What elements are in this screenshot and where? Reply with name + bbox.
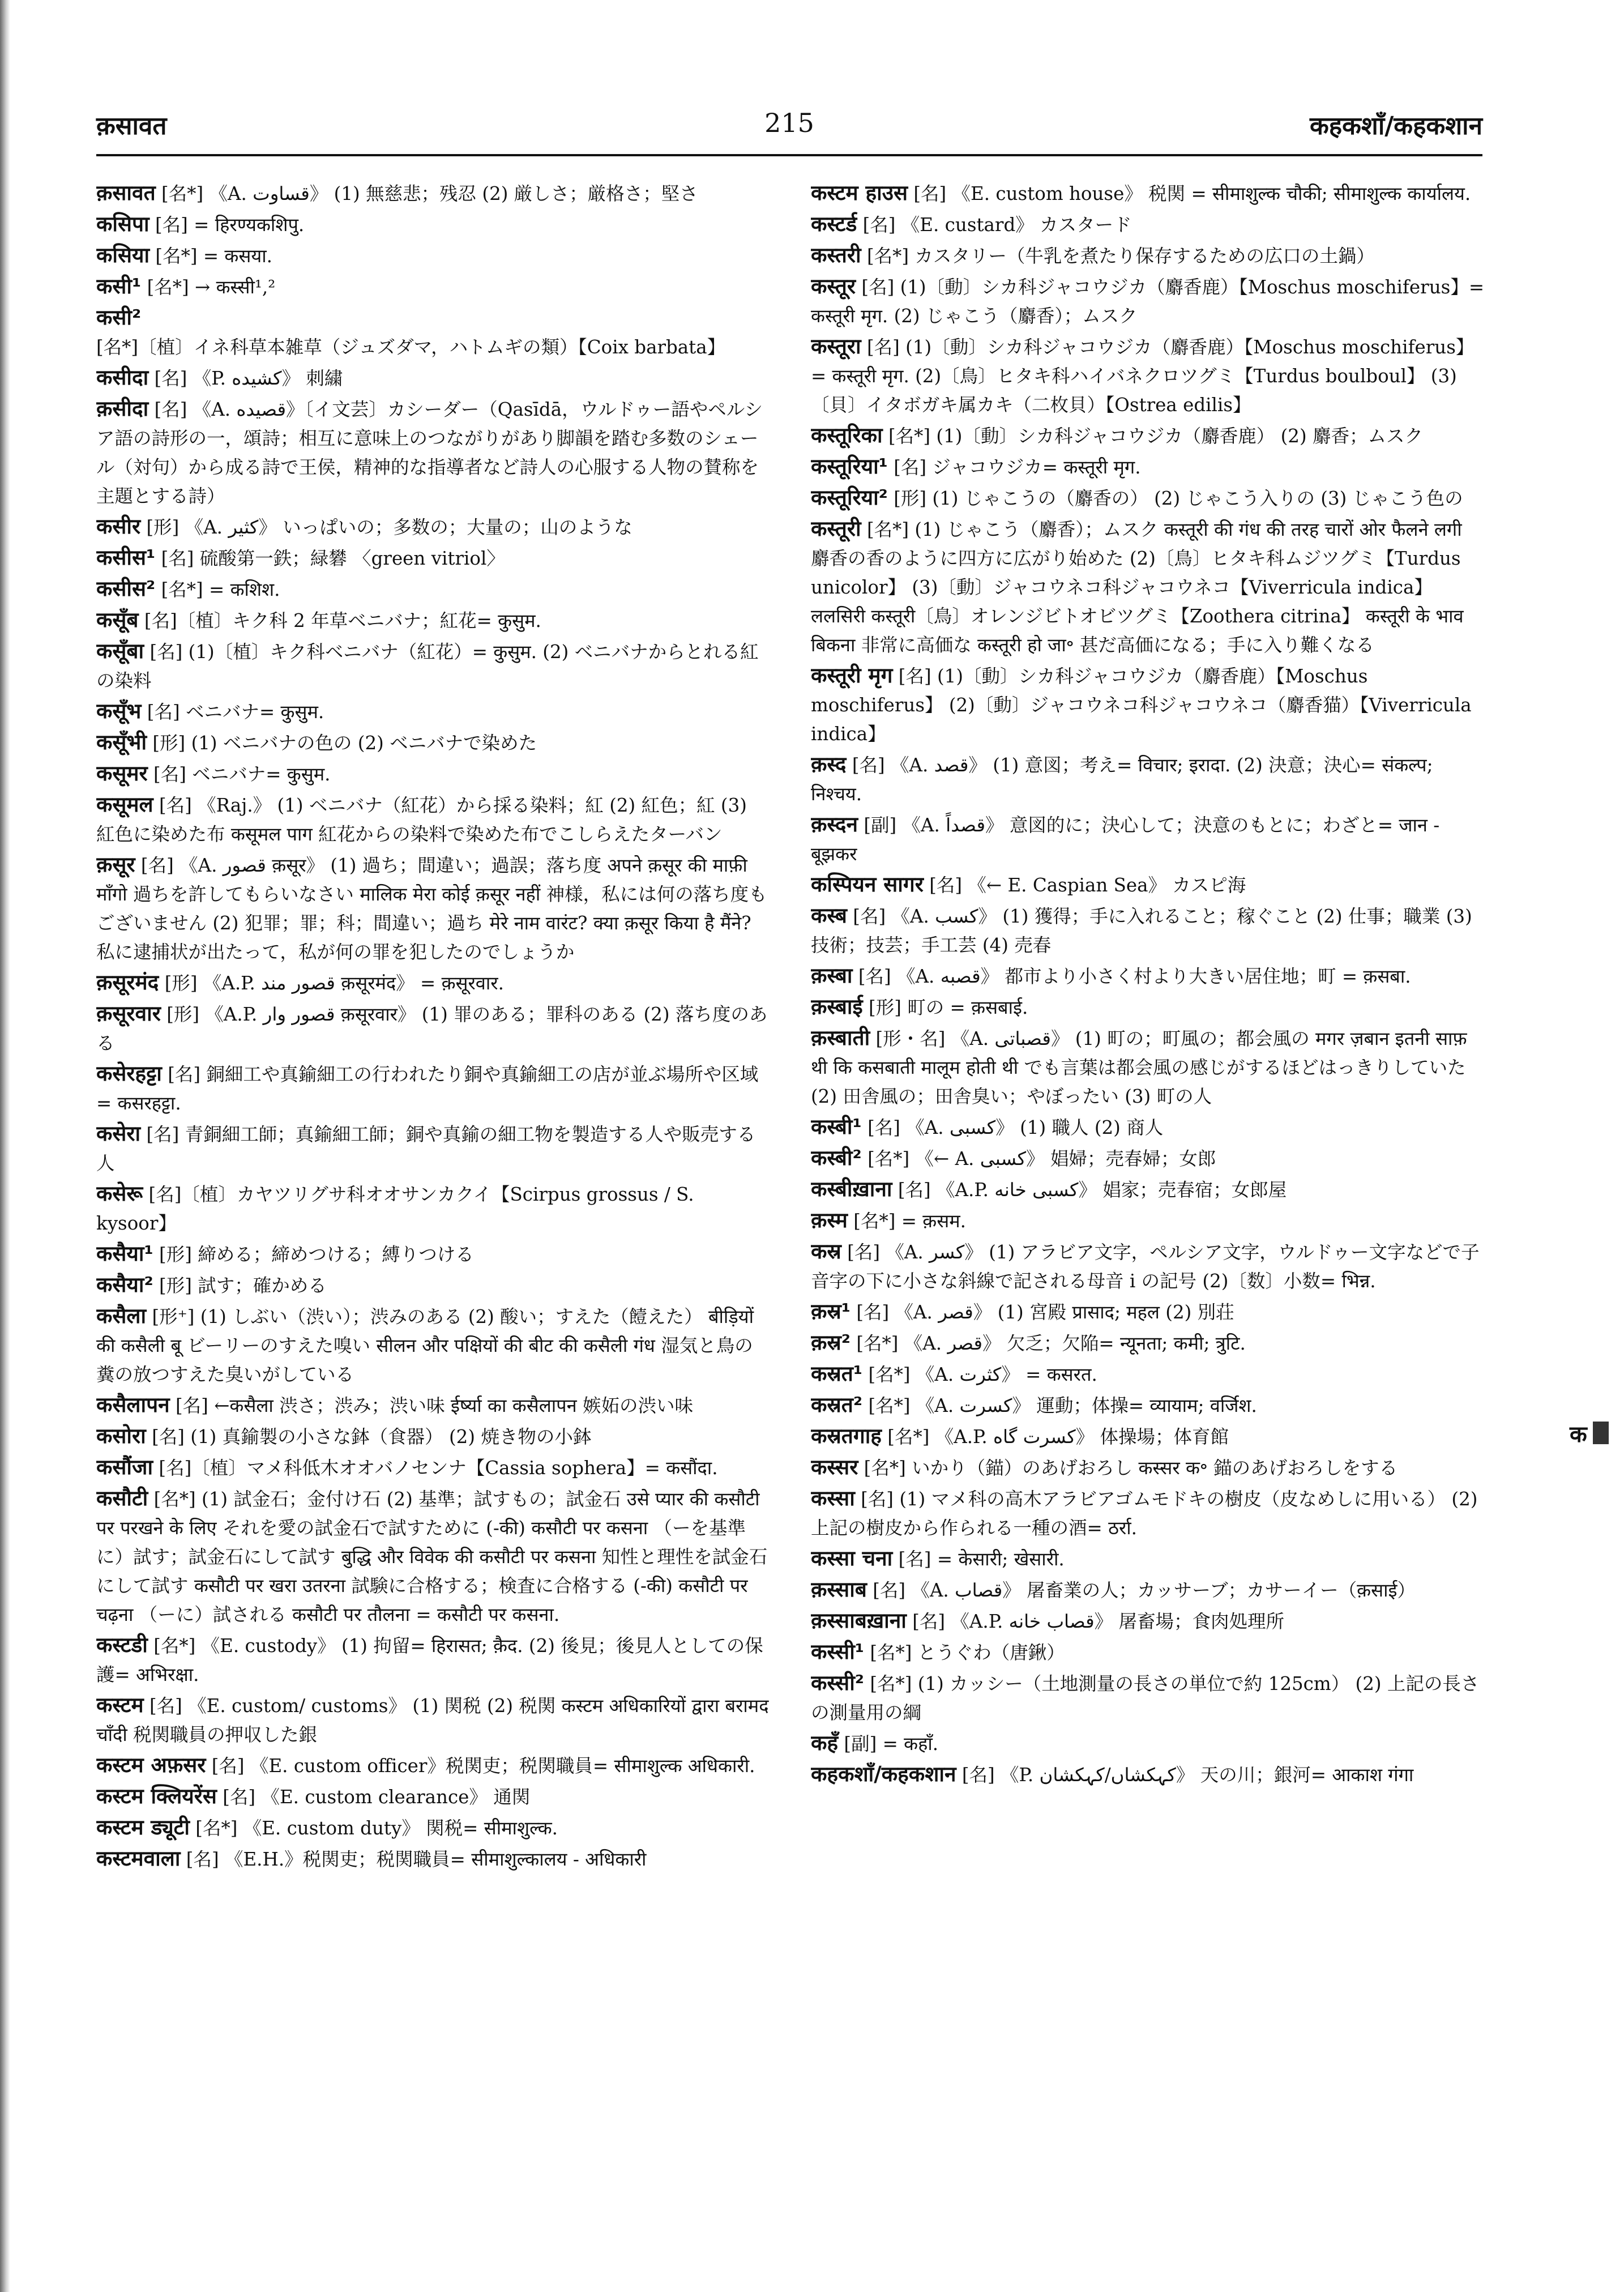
entry-definition: [名] (1)〔動〕シカ科ジャコウジカ（麝香鹿）【Moschus moschiferus】 (2)〔動〕ジャコウネコ科ジャコウネコ（麝香猫）【Viverricula indica】: [811, 665, 1472, 745]
dictionary-entry: [811, 1544, 1485, 1574]
dictionary-entry: [96, 1119, 770, 1178]
entry-definition: [名]〔植〕カヤツリグサ科オオサンカクイ【Scirpus grossus / S. kysoor】: [96, 1184, 694, 1234]
entry-headword: क़स्बाती: [811, 1026, 870, 1050]
entry-headword: कस्रत¹: [811, 1361, 863, 1386]
entry-definition: [名] 《← E. Caspian Sea》 カスピ海: [929, 874, 1246, 896]
entry-headword: कसौटी: [96, 1486, 148, 1510]
entry-headword: कसूँभी: [96, 730, 147, 754]
entry-definition: [名] 《A. قصور क़सूर》 (1) 過ち；間違い；過誤；落ち度 अपने क़सूर की माफ़ी माँगो 過ちを許してもらいなさい मालिक मेरा कोई क़सूर नहीं 神様，私には何の落ち度もございません (2) 犯罪；罪；科；間違い；過ち मेरे नाम वारंट? क्या क़सूर किया है मैंने? 私に逮捕状が出たって，私が何の罪を犯したのでしょうか: [96, 855, 767, 963]
entry-definition: [名] 《A. قصد》 (1) 意図；考え= विचार; इरादा. (2) 決意；決心= संकल्प; निश्चय.: [811, 754, 1433, 805]
dictionary-entry: [811, 870, 1485, 900]
dictionary-entry: [811, 514, 1485, 660]
dictionary-entry: [811, 1390, 1485, 1420]
entry-definition: [形] 《A.P. قصور وار क़सूरवार》 (1) 罪のある；罪科のある (2) 落ち度のある: [96, 1004, 768, 1054]
entry-definition: [名] 《A.P. قصاب خانه》 屠畜場；食肉処理所: [912, 1611, 1285, 1632]
entry-definition: [形] (1) じゃこうの（麝香の） (2) じゃこう入りの (3) じゃこう色の: [894, 488, 1463, 509]
entry-headword: क़स्र¹: [811, 1299, 851, 1324]
entry-headword: कसेरा: [96, 1121, 141, 1146]
entry-headword: कसीदा: [96, 365, 149, 390]
dictionary-entry: [811, 272, 1485, 331]
entry-definition: [名] = हिरण्यकशिपु.: [155, 214, 305, 236]
entry-headword: कस्र: [811, 1239, 841, 1264]
entry-headword: कस्रतगाह: [811, 1424, 882, 1448]
dictionary-entry: [811, 1575, 1485, 1605]
entry-definition: [名] 《E. custom clearance》 通関: [223, 1786, 531, 1808]
entry-definition: [形] (1) ベニバナの色の (2) ベニバナで染めた: [152, 732, 537, 754]
dictionary-entry: [96, 272, 770, 302]
dictionary-entry: [96, 1484, 770, 1629]
dictionary-entry: [96, 1813, 770, 1843]
entry-headword: क़सूरवार: [96, 1001, 161, 1026]
entry-headword: कसी¹: [96, 274, 142, 298]
entry-headword: कसूँबा: [96, 639, 144, 663]
entry-headword: कस्टम: [96, 1693, 144, 1717]
entry-headword: क़स्दन: [811, 812, 858, 836]
entry-headword: क़सूरमंद: [96, 970, 159, 995]
entry-headword: कस्टम हाउस: [811, 181, 908, 205]
entry-headword: कसैला: [96, 1304, 147, 1328]
dictionary-entry: [96, 759, 770, 789]
entry-definition: [形] 締める；締めつける；縛りつける: [159, 1244, 474, 1265]
entry-headword: कहँ: [811, 1731, 839, 1755]
entry-headword: कस्बी¹: [811, 1115, 862, 1139]
entry-headword: कस्सी²: [811, 1671, 864, 1695]
entry-definition: [形] 《A. کثیر》 いっぱいの；多数の；大量の；山のような: [146, 517, 632, 538]
entry-headword: कसिपा: [96, 212, 149, 236]
dictionary-entry: [811, 241, 1485, 271]
entry-definition: [名*] = कसया.: [155, 245, 272, 267]
entry-headword: कसैलापन: [96, 1393, 170, 1417]
entry-definition: [名] 《Raj.》 (1) ベニバナ（紅花）から採る染料；紅 (2) 紅色；紅 (3) 紅色に染めた布 कसूमल पाग 紅花からの染料で染めた布でこしらえたターバン: [96, 795, 747, 845]
entry-definition: [名] 《P. کشیده》 刺繍: [154, 368, 343, 389]
entry-headword: कस्टडी: [96, 1633, 148, 1657]
entry-headword: कस्तूरिका: [811, 423, 883, 447]
dictionary-entry: [811, 1206, 1485, 1236]
entry-headword: क़स्साब: [811, 1577, 867, 1602]
dictionary-entry: [811, 421, 1485, 451]
dictionary-entry: [96, 512, 770, 542]
dictionary-entry: [811, 1023, 1485, 1111]
dictionary-entry: [96, 1844, 770, 1874]
entry-headword: कस्तूर: [811, 274, 856, 298]
dictionary-entry: [96, 1751, 770, 1781]
entry-definition: [名] 銅細工や真鍮細工の行われたり銅や真鍮細工の店が並ぶ場所や区域= कसरहट्टा.: [96, 1064, 759, 1114]
dictionary-entry: [96, 790, 770, 849]
entry-definition: [名]〔植〕キク科 2 年草ベニバナ；紅花= कुसुम.: [144, 610, 541, 631]
dictionary-entry: [96, 543, 770, 573]
dictionary-entry: [96, 363, 770, 393]
entry-headword: क़सूर: [96, 852, 135, 877]
dictionary-entry: [811, 1328, 1485, 1358]
entry-definition: [名*] 《A. قصر》 欠乏；欠陥= न्यूनता; कमी; त्रुटि.: [856, 1333, 1246, 1354]
entry-headword: कस्तूरिया¹: [811, 454, 888, 479]
entry-headword: कस्बी²: [811, 1146, 862, 1170]
thumb-index-mark: [1593, 1422, 1609, 1444]
entry-headword: कस्सी¹: [811, 1640, 864, 1664]
dictionary-entry: [96, 1270, 770, 1300]
entry-definition: [名] ←कसैला 渋さ；渋み；渋い味 ईर्ष्या का कसैलापन 嫉妬の渋い味: [176, 1395, 693, 1416]
dictionary-entry: [96, 241, 770, 271]
entry-definition: [名*] 《← A. کسبی》 娼婦；売春婦；女郎: [867, 1148, 1216, 1170]
entry-headword: कस्सा चना: [811, 1546, 893, 1570]
dictionary-entry: [96, 394, 770, 511]
dictionary-entry: [96, 303, 770, 362]
dictionary-entry: [811, 1668, 1485, 1727]
entry-definition: [名*] = क़सम.: [853, 1210, 966, 1232]
left-column: [96, 178, 770, 2246]
entry-headword: कस्रत²: [811, 1393, 863, 1417]
entry-headword: क़स्साबख़ाना: [811, 1608, 907, 1633]
entry-definition: [名] 《P. کہکشاں/کہکشان》 天の川；銀河= आकाश गंगा: [961, 1764, 1414, 1786]
header-last-word: कहकशाँ/कहकशान: [1309, 112, 1482, 140]
entry-definition: [名] ベニバナ= कुसुम.: [147, 701, 324, 723]
entry-definition: [名] 《A. کسر》 (1) アラビア文字，ペルシア文字，ウルドゥー文字などで子音字の下に小さな斜線で記される母音 i の記号 (2)〔数〕小数= भिन्न.: [811, 1241, 1480, 1292]
entry-definition: [名*] 《A. کثرت》 = कसरत.: [868, 1364, 1097, 1385]
page-header: [96, 102, 1482, 153]
entry-definition: [名] (1)〔動〕シカ科ジャコウジカ（麝香鹿）【Moschus moschiferus】= कस्तूरी मृग. (2) じゃこう（麝香）；ムスク: [811, 276, 1485, 327]
entry-definition: [名] 《E.H.》税関吏；税関職員= सीमाशुल्कालय - अधिकारी: [186, 1849, 647, 1870]
entry-headword: कस्टमवाला: [96, 1846, 181, 1871]
dictionary-entry: [811, 1728, 1485, 1759]
entry-headword: कस्बीख़ाना: [811, 1177, 892, 1201]
entry-headword: कस्टम ड्यूटी: [96, 1815, 190, 1839]
entry-definition: [名*] = कशिश.: [161, 579, 280, 600]
entry-definition: [名*] (1) カッシー（土地測量の長さの単位で約 125cm） (2) 上記の長さの測量用の綱: [811, 1673, 1480, 1723]
dictionary-entry: [811, 1175, 1485, 1205]
entry-definition: [名*] 《A.P. کسرت گاه》 体操場；体育館: [887, 1426, 1229, 1448]
entry-definition: [名*] 《A. قساوت》 (1) 無慈悲；残忍 (2) 厳しさ；厳格さ；堅さ: [161, 183, 698, 204]
entry-definition: [名] (1)〔動〕シカ科ジャコウジカ（麝香鹿）【Moschus moschiferus】= कस्तूरी मृग. (2)〔鳥〕ヒタキ科ハイバネクロツグミ【Turdus boulboul】 (3)〔貝〕イタボガキ属カキ（二枚貝）【Ostrea edilis】: [811, 336, 1475, 416]
entry-headword: कसीर: [96, 514, 141, 539]
entry-definition: [名] 《A. قصر》 (1) 宮殿 प्रासाद; महल (2) 別荘: [856, 1301, 1234, 1323]
dictionary-entry: [811, 992, 1485, 1022]
entry-definition: [名*] とうぐわ（唐鍬）: [870, 1642, 1065, 1663]
entry-headword: कस्तूरी: [811, 517, 861, 541]
dictionary-entry: [811, 483, 1485, 513]
dictionary-entry: [811, 1453, 1485, 1483]
dictionary-entry: [96, 1239, 770, 1269]
dictionary-entry: [96, 1179, 770, 1238]
dictionary-entry: [811, 178, 1485, 208]
entry-definition: [名*] (1)〔動〕シカ科ジャコウジカ（麝香鹿） (2) 麝香；ムスク: [888, 425, 1423, 447]
entry-definition: [名] 《A. قصبه》 都市より小さく村より大きい居住地；町 = क़सबा.: [858, 966, 1411, 987]
dictionary-entry: [96, 574, 770, 604]
right-column: [811, 178, 1485, 2246]
entry-definition: [形] 試す；確かめる: [159, 1275, 327, 1296]
entry-definition: [名] (1)〔植〕キク科ベニバナ（紅花）= कुसुम. (2) ベニバナからとれる紅の染料: [96, 641, 759, 692]
dictionary-entry: [96, 210, 770, 240]
entry-definition: [名*] 《E. custody》 (1) 拘留= हिरासत; क़ैद. (2) 後見；後見人としての保護= अभिरक्षा.: [96, 1635, 763, 1685]
entry-definition: [名] 《E. custom house》 税関 = सीमाशुल्क चौकी; सीमाशुल्क कार्यालय.: [913, 183, 1471, 204]
entry-headword: कसेरू: [96, 1181, 143, 1206]
entry-headword: कस्सर: [811, 1455, 858, 1479]
entry-definition: [名*] 《A. کسرت》 運動；体操= व्यायाम; वर्जिश.: [868, 1395, 1257, 1416]
thumb-index-tab: [1570, 1416, 1624, 1450]
entry-definition: [名] (1) マメ科の高木アラビアゴムモドキの樹皮（皮なめしに用いる） (2) 上記の樹皮から作られる一種の酒= ठर्रा.: [811, 1488, 1478, 1539]
dictionary-entry: [96, 637, 770, 695]
dictionary-entry: [811, 332, 1485, 420]
entry-definition: [名*] 《E. custom duty》 関税= सीमाशुल्क.: [195, 1817, 558, 1839]
entry-headword: कस्सा: [811, 1486, 855, 1510]
dictionary-entry: [96, 728, 770, 758]
entry-definition: [名] ジャコウジカ= कस्तूरी मृग.: [894, 456, 1141, 478]
entry-headword: कसीस¹: [96, 545, 156, 570]
entry-headword: क़स्र²: [811, 1330, 851, 1355]
entry-definition: [名*] カスタリー（牛乳を煮たり保存するための広口の土鍋）: [866, 245, 1375, 267]
entry-definition: [名] 《A. قصاب》 屠畜業の人；カッサーブ；カサーイー（क़साई）: [873, 1580, 1416, 1601]
entry-definition: [名]〔植〕マメ科低木オオバノセンナ【Cassia sophera】= कसौंदा.: [159, 1457, 718, 1479]
page-binding-edge: [0, 0, 10, 2292]
entry-headword: क़स्म: [811, 1208, 848, 1232]
entry-headword: कसिया: [96, 243, 150, 267]
entry-headword: कसोरा: [96, 1424, 146, 1448]
entry-definition: [名] 《A. کسب》 (1) 獲得；手に入れること；稼ぐこと (2) 仕事；職業 (3) 技術；技芸；手工芸 (4) 売春: [811, 906, 1472, 956]
entry-headword: क़स्द: [811, 752, 847, 776]
thumb-index-letter: क: [1570, 1421, 1587, 1448]
header-rule: [96, 154, 1482, 156]
dictionary-entry: [96, 178, 770, 208]
entry-headword: कसूँभ: [96, 699, 142, 723]
dictionary-entry: [811, 1359, 1485, 1389]
dictionary-entry: [96, 1059, 770, 1118]
dictionary-entry: [811, 750, 1485, 809]
entry-definition: [名] 《A.P. کسبی خانه》 娼家；売春宿；女郎屋: [898, 1179, 1287, 1201]
dictionary-entry: [96, 1301, 770, 1389]
dictionary-entry: [811, 961, 1485, 991]
entry-definition: [副] = कहाँ.: [844, 1733, 939, 1755]
entry-headword: कस्टम क्लियरेंस: [96, 1784, 217, 1808]
dictionary-entry: [811, 452, 1485, 482]
dictionary-entry: [811, 1143, 1485, 1173]
entry-headword: कसूमल: [96, 792, 153, 817]
dictionary-entry: [96, 1453, 770, 1483]
entry-headword: कस्तूरिया²: [811, 485, 888, 510]
dictionary-entry: [96, 968, 770, 998]
entry-headword: कस्ब: [811, 903, 847, 928]
entry-headword: कसूँब: [96, 608, 139, 632]
entry-headword: क़सीदा: [96, 396, 149, 421]
dictionary-entry: [811, 810, 1485, 869]
dictionary-entry: [96, 1782, 770, 1812]
entry-definition: [名*]〔植〕イネ科草本雑草（ジュズダマ，ハトムギの類）【Coix barbata】: [96, 336, 726, 358]
dictionary-entry: [811, 1422, 1485, 1452]
page-number: 215: [764, 108, 814, 138]
entry-headword: कसीस²: [96, 577, 156, 601]
entry-definition: [副] 《A. قصداً》 意図的に；決心して；決意のもとに；わざと= जान - बूझकर: [811, 814, 1440, 865]
entry-definition: [名] (1) 真鍮製の小さな鉢（食器） (2) 焼き物の小鉢: [152, 1426, 592, 1448]
dictionary-entry: [96, 1691, 770, 1749]
entry-definition: [名*] (1) じゃこう（麝香）；ムスク कस्तूरी की गंध की तरह चारों ओर फैलने लगी 麝香の香のように四方に広がり始めた (2)〔鳥〕ヒタキ科ムジツグミ【Turdus unicolor】 (3)〔動〕ジャコウネコ科ジャコウネコ【Viverricula indica】 ललसिरी कस्तूरी〔鳥〕オレンジビトオビツグミ【Zoothera citrina】 कस्तूरी के भाव बिकना 非常に高価な कस्तूरी हो जा॰ 甚だ高価になる；手に入り難くなる: [811, 519, 1464, 656]
entry-headword: कसूमर: [96, 761, 148, 786]
dictionary-entry: [96, 850, 770, 967]
dictionary-entry: [811, 1112, 1485, 1142]
entry-headword: कसौंजा: [96, 1455, 153, 1479]
dictionary-entry: [811, 1237, 1485, 1296]
entry-headword: क़स्बा: [811, 963, 853, 988]
entry-definition: [名] 硫酸第一鉄；緑礬 〈green vitriol〉: [161, 548, 505, 569]
dictionary-entry: [96, 1422, 770, 1452]
dictionary-entry: [811, 210, 1485, 240]
entry-headword: कहकशाँ/कहकशान: [811, 1762, 956, 1786]
entry-headword: कस्टम अफ़सर: [96, 1753, 206, 1777]
entry-definition: [名*] → कस्सी¹,²: [147, 276, 276, 298]
entry-definition: [形⁺] (1) しぶい（渋い）；渋みのある (2) 酸い；すえた（饐えた） बीड़ियों की कसैली बू ビーリーのすえた嗅い सीलन और पक्षियों की बीट की कसैली गंध 湿気と鳥の糞の放つすえた臭いがしている: [96, 1306, 754, 1385]
dictionary-entry: [811, 1484, 1485, 1543]
entry-definition: [名] 《E. custard》 カスタード: [862, 214, 1132, 236]
entry-headword: कस्तूरा: [811, 334, 861, 358]
entry-definition: [形・名] 《A. قصباتی》 (1) 町の；町風の；都会風の मगर ज़बान इतनी साफ़ थी कि कसबाती मालूम होती थी でも言葉は都会風の感じがするほどはっきりしていた (2) 田舎風の；田舎臭い；やぼったい (3) 町の人: [811, 1028, 1467, 1107]
entry-headword: क़सावत: [96, 181, 156, 205]
entry-definition: [形] 町の = क़सबाई.: [869, 997, 1028, 1018]
entry-definition: [名*] いかり（錨）のあげおろし कस्सर क॰ 錨のあげおろしをする: [864, 1457, 1398, 1479]
entry-definition: [名] 《A. قصیده》〔イ文芸〕カシーダー（Qasīdā，ウルドゥー語やペルシア語の詩形の一，頌詩；相互に意味上のつながりがあり脚韻を踏む多数のシェール（対句）から成る詩で王侯，精神的な指導者など詩人の心服する人物の賛称を主題とする詩）: [96, 399, 763, 507]
entry-headword: कसैया²: [96, 1273, 153, 1297]
dictionary-entry: [96, 1631, 770, 1689]
entry-headword: कस्तरी: [811, 243, 861, 267]
entry-definition: [名] = केसारी; खेसारी.: [898, 1548, 1065, 1570]
entry-headword: कसैया¹: [96, 1241, 153, 1266]
entry-headword: कसी²: [96, 305, 142, 330]
entry-headword: कस्टर्ड: [811, 212, 857, 236]
header-first-word: क़सावत: [96, 112, 167, 140]
entry-definition: [名*] (1) 試金石；金付け石 (2) 基準；試すもの；試金石 उसे प्यार की कसौटी पर परखने के लिए それを愛の試金石で試すために (-की) कसौटी पर कसना （ーを基準に）試す；試金石にして試す बुद्धि और विवेक की कसौटी पर कसना 知性と理性を試金石にして試す कसौटी पर खरा उतरना 試験に合格する；検査に合格する (-की) कसौटी पर चढ़ना （ーに）試される कसौटी पर तौलना = कसौटी पर कसना.: [96, 1488, 768, 1625]
entry-definition: [名] 《E. custom/ customs》 (1) 関税 (2) 税関 कस्टम अधिकारियों द्वारा बरामद चाँदी 税関職員の押収した銀: [96, 1695, 769, 1745]
entry-definition: [名] 《E. custom officer》税関吏；税関職員= सीमाशुल्क अधिकारी.: [211, 1755, 755, 1777]
entry-definition: [名] 青銅細工師；真鍮細工師；銅や真鍮の細工物を製造する人や販売する人: [96, 1124, 756, 1174]
entry-definition: [名] 《A. کسبی》 (1) 職人 (2) 商人: [867, 1117, 1164, 1138]
dictionary-entry: [811, 1297, 1485, 1327]
entry-definition: [名] ベニバナ= कुसुम.: [153, 763, 331, 785]
entry-headword: कस्पियन सागर: [811, 872, 924, 897]
dictionary-entry: [811, 661, 1485, 749]
dictionary-entry: [811, 901, 1485, 960]
entry-headword: क़स्बाई: [811, 995, 863, 1019]
entry-headword: कसेरहट्टा: [96, 1061, 162, 1086]
dictionary-entry: [96, 999, 770, 1058]
entry-headword: कस्तूरी मृग: [811, 663, 893, 688]
dictionary-entry: [811, 1606, 1485, 1636]
dictionary-entry: [96, 605, 770, 635]
entry-definition: [形] 《A.P. قصور مند क़सूरमंद》 = क़सूरवार.: [164, 972, 504, 994]
dictionary-entry: [96, 1390, 770, 1420]
dictionary-entry: [811, 1637, 1485, 1667]
dictionary-entry: [811, 1760, 1485, 1790]
dictionary-entry: [96, 697, 770, 727]
